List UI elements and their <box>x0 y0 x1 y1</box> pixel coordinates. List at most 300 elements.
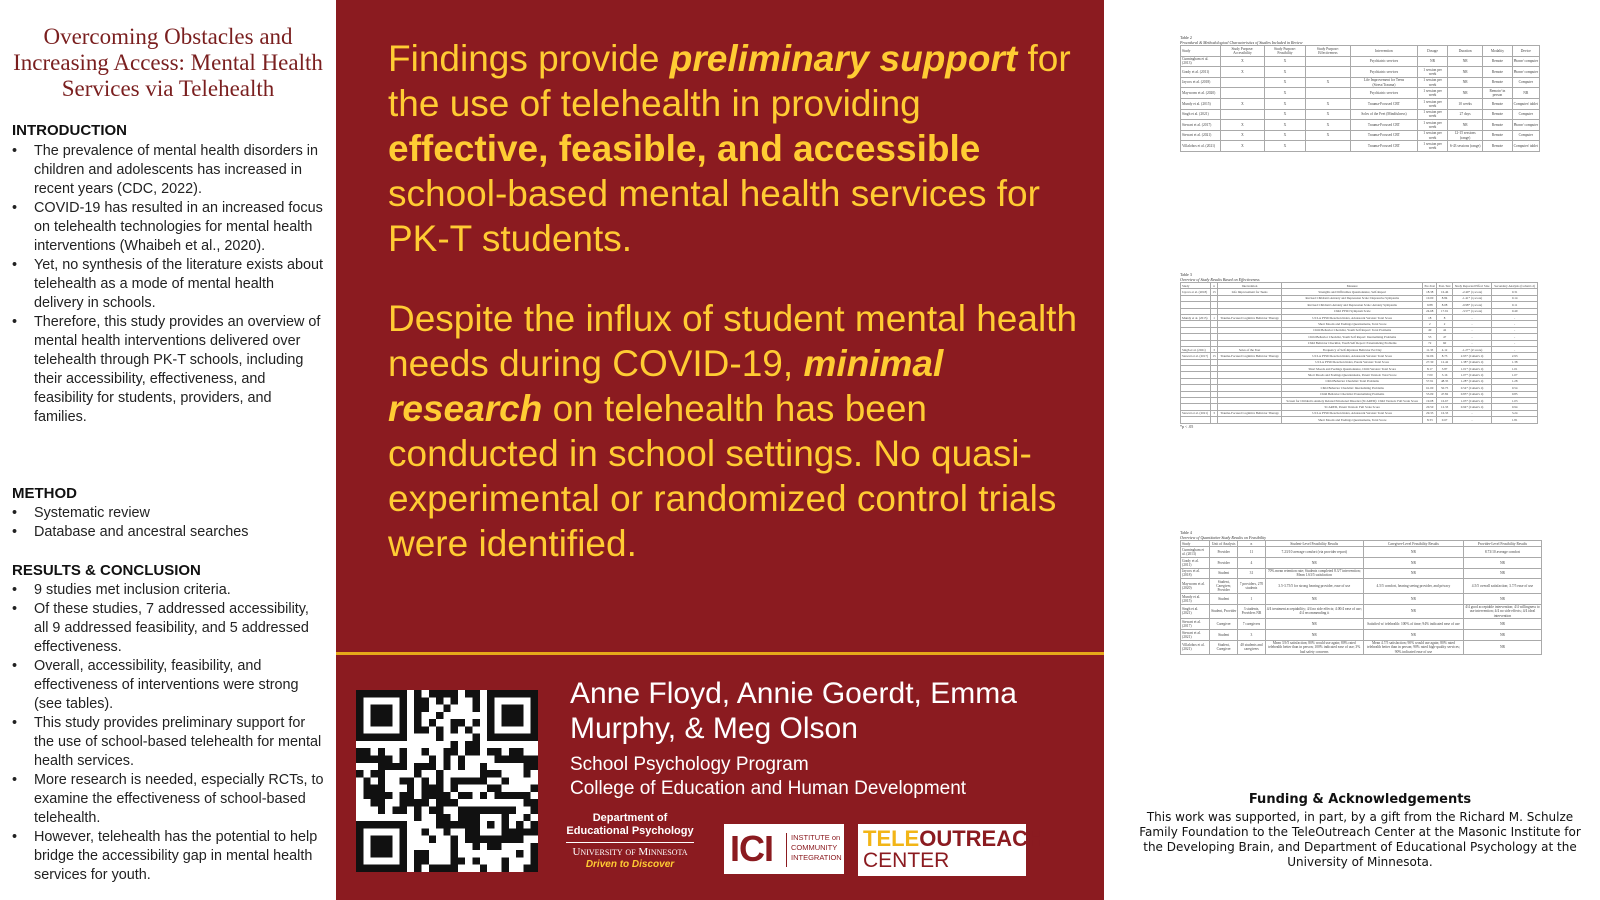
poster-title: Overcoming Obstacles and Increasing Access: Mental Health Services via Telehealth <box>13 24 323 101</box>
umn-edpsych-logo: Department of Educational Psychology University of Minnesota Driven to Discover <box>566 812 694 870</box>
table-row <box>1181 640 1542 655</box>
table-cell: 0.14 <box>1492 295 1538 301</box>
table-cell: 0.94* (Cohen's d) <box>1452 404 1491 410</box>
table-cell: 10.00 <box>1423 295 1437 301</box>
table-cell: 32.06 <box>1423 353 1437 359</box>
table-cell: Cunningham et al. (2013) <box>1181 547 1210 558</box>
table-cell: 4 <box>1238 557 1265 568</box>
table-row <box>1181 604 1542 619</box>
table-row <box>1181 120 1540 131</box>
table-cell: Psychiatric services <box>1350 88 1417 99</box>
table-cell: 4.5/5 comfort, hearing seeing provider, and privacy <box>1363 579 1463 594</box>
table-cell: NR <box>1363 629 1463 640</box>
table-cell: Computer <box>1512 109 1539 120</box>
table-cell: X <box>1220 130 1264 141</box>
table-cell: Student <box>1209 568 1237 579</box>
table-cell: 15 <box>1212 289 1216 294</box>
table-cell: Student, Caregiver, Provider <box>1209 579 1237 594</box>
list-item: • Of these studies, 7 addressed accessibility, all 9 addressed feasibility, and 5 addressed effectiveness. <box>12 601 309 655</box>
table-cell: Phone/ computer <box>1512 56 1539 67</box>
table-cell: Grady et al. (2011) <box>1181 67 1221 78</box>
table-cell: X <box>1305 130 1350 141</box>
list-item: • Yet, no synthesis of the literature exists about telehealth as a mode of mental health delivery in schools. <box>12 257 324 311</box>
method-list <box>12 504 324 542</box>
table-cell: Jaycox et al. (2018) <box>1181 77 1221 88</box>
table-cell: Mundy et al. (2015) <box>1181 593 1210 604</box>
table-cell: 1 <box>1238 593 1265 604</box>
finding-primary: Findings provide preliminary support for the use of telehealth in providing effective, feasible, and accessible school-based mental health services for PK-T students. <box>388 38 1071 259</box>
table-cell: - <box>1452 334 1491 340</box>
table-cell: Mundy et al. (2015) <box>1181 98 1221 109</box>
table-cell: Remote <box>1483 141 1512 152</box>
table-cell: 27.30 <box>1423 359 1437 365</box>
table-cell: 20.50 <box>1423 404 1437 410</box>
table-cell: 1.38* (Cohen's d) <box>1452 359 1491 365</box>
table-cell <box>1220 88 1264 99</box>
table-cell: - <box>1452 314 1491 320</box>
table-cell: Satisfied w/ telehealth: 100% of time; 94% indicated ease of use <box>1363 619 1463 630</box>
table-cell: Short Moods and Feelings Questionnaire, Total Score <box>1282 417 1423 423</box>
table-cell: NR <box>1512 88 1539 99</box>
list-item: • More research is needed, especially RCTs, to examine the effectiveness of school-based telehealth. <box>12 772 324 826</box>
table-cell: Provider <box>1209 547 1237 558</box>
table-cell: Villalobos et al. (2021) <box>1181 640 1210 655</box>
table-cell: 8.08 <box>1437 302 1453 308</box>
table-cell: Study Purpose: Feasibility <box>1265 46 1306 57</box>
table-cell: 16.33 <box>1437 410 1453 416</box>
table-cell: 2.93* (Cohen's d) <box>1452 353 1491 359</box>
table-cell: 3.5-3.75/5 for strong hearing provider, ease of use <box>1265 579 1363 594</box>
table-cell: SCARED, Parent Version: Full Scale Score <box>1282 404 1423 410</box>
table-row <box>1181 593 1542 604</box>
table-cell: - <box>1452 410 1491 416</box>
table-cell: 60 <box>1437 340 1453 346</box>
table-cell: NR <box>1363 557 1463 568</box>
table-cell: 1.03* (Cohen's d) <box>1452 398 1491 404</box>
table-cell: 4/4 treatment acceptability; 4/4 no side effects; 4.00/4 ease of use; 4/4 recommending it <box>1265 604 1363 619</box>
table-cell: Device <box>1512 46 1539 57</box>
table-cell: NR <box>1448 67 1483 78</box>
table-cell: Computer/ tablet <box>1512 98 1539 109</box>
table-cell: Child Behavior Checklist: Externalizing Problems <box>1282 391 1423 397</box>
table-cell: 0.94 <box>1492 404 1538 410</box>
table-cell: NR <box>1448 88 1483 99</box>
table-cell: NR <box>1448 120 1483 131</box>
table-cell: Study Purpose: Effectiveness <box>1305 46 1350 57</box>
table-row <box>1181 557 1542 568</box>
table-cell: 7 caregivers <box>1238 619 1265 630</box>
table-cell: Pre-Test <box>1424 283 1436 288</box>
table-cell: Post-Test <box>1438 283 1451 288</box>
table-cell: 24.68 <box>1423 308 1437 314</box>
table-cell: 3 students, Providers NR <box>1238 604 1265 619</box>
left-column <box>0 0 336 900</box>
list-item: • 9 studies met inclusion criteria. <box>12 582 231 598</box>
list-item: • Overall, accessibility, feasibility, and effectiveness of interventions were strong (see tables). <box>12 658 299 712</box>
table-cell: X <box>1305 120 1350 131</box>
table-cell: 48.35 <box>1437 378 1453 384</box>
table-cell: 0.85* (Cohen's d) <box>1452 391 1491 397</box>
table-cell: Stewart et al. (2021) <box>1181 629 1210 640</box>
table-cell: Grady et al. (2011) <box>1181 557 1210 568</box>
table-cell: Frequency of Self-Injurious Behavior Per Day <box>1282 346 1423 352</box>
table-cell: 2 <box>1437 321 1453 327</box>
table-cell: 0.67 <box>1437 417 1453 423</box>
authors: Anne Floyd, Annie Goerdt, Emma Murphy, & Meg Olson <box>570 677 1017 745</box>
table-cell: Child Behavior Checklist, Youth Self Report: Internalizing Problems <box>1282 334 1423 340</box>
table-cell: 2 <box>1423 321 1437 327</box>
table-cell: Dosage <box>1418 46 1448 57</box>
table-cell: 3.16 <box>1437 372 1453 378</box>
table-cell: 16.46 <box>1437 289 1453 295</box>
table-cell: Trauma-Focused Cognitive Behavior Therapy <box>1217 410 1282 416</box>
table-cell: 57.91 <box>1423 378 1437 384</box>
table-cell: Remote <box>1483 130 1512 141</box>
table-cell: 8.73 <box>1437 353 1453 359</box>
table-cell: UCLA PTSD Reaction Index, Adolescent Version: Total Score <box>1282 410 1423 416</box>
table-cell: n <box>1238 541 1265 547</box>
table-cell: Remote <box>1483 56 1512 67</box>
table-cell: X <box>1265 98 1306 109</box>
table-cell: - <box>1452 321 1491 327</box>
table-cell: Remote <box>1483 98 1512 109</box>
table-cell: X <box>1220 98 1264 109</box>
table-cell: Intervention <box>1350 46 1417 57</box>
results-list <box>12 581 324 885</box>
table-cell <box>1181 417 1211 423</box>
qr-code[interactable] <box>356 690 538 872</box>
list-item: • Therefore, this study provides an overview of mental health interventions delivered over telehealth through PK-T schools, including their accessibility, effectiveness, and feasibility for students, providers, and families. <box>12 314 321 425</box>
table-cell: Student <box>1209 629 1237 640</box>
table-cell: Stewart et al. (2017) <box>1181 353 1211 359</box>
table-cell: 1.81 <box>1492 417 1538 423</box>
table-cell: 27 days <box>1448 109 1483 120</box>
table-cell: Study <box>1181 283 1211 289</box>
table-cell: Provider-Level Feasibility Results <box>1463 541 1541 547</box>
table-cell: 19.08 <box>1423 398 1437 404</box>
table-cell: Psychiatric services <box>1350 67 1417 78</box>
table-row <box>1181 56 1540 67</box>
table-cell: 3 <box>1211 346 1217 352</box>
table-cell: 3 <box>1238 629 1265 640</box>
funding-heading: Funding & Acknowledgements <box>1248 792 1472 807</box>
table-cell: Soles of the Feet (Mindfulness) <box>1350 109 1417 120</box>
table-cell: 8.84 <box>1437 295 1453 301</box>
table-cell: 1 <box>1211 314 1217 320</box>
table-cell: Student-Level Feasibility Results <box>1265 541 1363 547</box>
list-item: • This study provides preliminary support for the use of school-based telehealth for mental health services. <box>12 715 322 769</box>
table-cell <box>1305 141 1350 152</box>
table-cell: 72 <box>1423 340 1437 346</box>
table-row <box>1181 77 1540 88</box>
table-cell: 4.5/5 overall satisfaction; 3.7/5 ease of use <box>1463 579 1541 594</box>
table-2-grid <box>1180 45 1540 152</box>
table-cell: Caregiver-Level Feasibility Results <box>1363 541 1463 547</box>
table-cell: 42 <box>1437 327 1453 333</box>
table-cell: X <box>1220 141 1264 152</box>
table-cell: 6-43 sessions (range) <box>1448 141 1483 152</box>
table-cell: 3 <box>1211 410 1217 416</box>
table-cell: 1.07* (Cohen's d) <box>1452 372 1491 378</box>
table-cell: 1 session per week <box>1418 77 1448 88</box>
table-cell: Screen for Children's Anxiety Related Emotional Disorder (SCARED): Child Version: Full Scale Score <box>1282 398 1423 404</box>
table-cell: 2.93 <box>1492 353 1538 359</box>
table-cell: 8 <box>1437 314 1453 320</box>
table-cell: Child Behavior Checklist: Internalizing Problems <box>1282 385 1423 391</box>
table-cell: NR <box>1265 593 1363 604</box>
table-row <box>1181 579 1542 594</box>
table-cell: Remote <box>1483 109 1512 120</box>
table-cell: 7.00 <box>1423 372 1437 378</box>
table-cell: Mayworm et al. (2020) <box>1181 88 1221 99</box>
table-cell: - <box>1492 346 1538 352</box>
table-cell: Stewart et al. (2017) <box>1181 120 1221 131</box>
table-cell: Student, Caregiver <box>1209 640 1237 655</box>
table-cell: Child Behavior Checklist, Youth Self Report: Total Problems <box>1282 327 1423 333</box>
table-cell: 12-15 sessions (range) <box>1448 130 1483 141</box>
table-cell: Singh et al. (2021) <box>1181 604 1210 619</box>
table-cell: 31 <box>1238 568 1265 579</box>
table-cell: 7 providers, 270 students <box>1238 579 1265 594</box>
table-cell: 50.75 <box>1437 385 1453 391</box>
table-cell: Secondary Analysis (Cohen's d) <box>1492 283 1538 289</box>
table-cell: Study <box>1181 541 1210 547</box>
table-cell: - <box>1492 314 1538 320</box>
method-heading: METHOD <box>12 485 77 502</box>
table-cell: 29.33 <box>1423 410 1437 416</box>
table-cell: 0.54 <box>1492 385 1538 391</box>
table-cell: Mundy et al. (2015) <box>1181 314 1211 320</box>
table-cell: Mayworm et al. (2020) <box>1181 579 1210 594</box>
table-row <box>1181 629 1542 640</box>
table-cell: Computer <box>1512 77 1539 88</box>
table-cell: 49 <box>1423 327 1437 333</box>
table-row <box>1181 130 1540 141</box>
table-cell: -1.27* (Z score) <box>1452 346 1491 352</box>
table-cell: 3.24 <box>1492 410 1538 416</box>
table-4-grid <box>1180 540 1542 655</box>
table-row <box>1181 141 1540 152</box>
table-cell: Revised Children's Anxiety and Depression Scale: Anxiety Symptoms <box>1282 302 1423 308</box>
table-cell: NR <box>1418 56 1448 67</box>
table-cell: 1 session per week <box>1418 120 1448 131</box>
table-cell: Mean 3.9/5 satisfaction; 80% would use again; 80% rated telehealth better than in person; 100% indicated ease of use; 3% had safety concerns <box>1265 640 1363 655</box>
college-name: College of Education and Human Development <box>570 778 967 799</box>
table-cell: n <box>1211 283 1217 289</box>
table-cell: NR <box>1265 557 1363 568</box>
table-cell: 9.88 <box>1423 302 1437 308</box>
finding-secondary: Despite the influx of student mental health needs during COVID-19, minimal research on telehealth has been conducted in school settings. No quasi-experimental or randomized control trials were identified. <box>388 298 1078 564</box>
table-cell: 12.42 <box>1437 359 1453 365</box>
table-cell: Duration <box>1448 46 1483 57</box>
table-cell: 1.28 <box>1492 378 1538 384</box>
table-cell: Jaycox et al. (2018) <box>1181 289 1211 295</box>
table-cell: Remote <box>1483 67 1512 78</box>
table-cell: - <box>1452 327 1491 333</box>
table-cell: Measure <box>1282 283 1423 289</box>
table-cell: Revised Children's Anxiety and Depression Scale: Depressive Symptoms <box>1282 295 1423 301</box>
table-2: Table 2 Procedural & Methodological Characteristics of Studies Included in Review Study Study Purpose: Accessibility Study Purpose: Feasibility Study Purpose: Effectiveness Intervention Dosage Duration Modality Device Cunningham et al. (2013) X X Psychiatric services NR NR Remote Phone/ computer Grady et al. (2011) X X Psychiatric services 1 session per week NR Remote Phone/ computer Jaycox et al. (2018) X X Life Improvement for Teens (Stress/Trauma) 1 session per week NR Remote Computer Mayworm et al. (2020) X Psychiatric services 1 session per week NR Remote/ in person NR Mundy et al. (2015) X X X Trauma-Focused CBT 1 session per week 10 weeks Remote Computer/ tablet Singh et al. (2021) X X Soles of the Feet (Mindfulness) 1 session per week 27 days Remote Computer Stewart et al. (2017) X X X Trauma-Focused CBT 1 session per week NR Remote Phone/ computer Stewart et al. (2021) X X X Trauma-Focused CBT 1 session per week 12-15 sessions (range) Remote Computer Villalobos et al. (2021) X X Trauma-Focused CBT 1 session per week 6-43 sessions (range) Remote Computer/ tablet <box>1180 35 1540 235</box>
table-cell <box>1220 77 1264 88</box>
table-cell: NR <box>1448 56 1483 67</box>
table-cell: - <box>1452 340 1491 346</box>
introduction-heading: INTRODUCTION <box>12 122 127 139</box>
table-cell: 1 session per week <box>1418 98 1448 109</box>
table-3: Table 3 Overview of Study Results Based on Effectiveness Study n Intervention Measure Pre-Test Post-Test Study Reported Effect Size Secondary Analysis (Cohen's d) Jaycox et al. (2018) 15 Life Improvement for Teens Strengths and Difficulties Questionnaire, Self-Report 18.38 16.46 -2.40* (η score) 0.31 Revised Children's Anxiety and Depression Scale: Depressive Symptoms 10.00 8.84 -1.41* (η score) 0.14 Revised Children's Anxiety and Depression Scale: Anxiety Symptoms 9.88 8.08 -0.98* (η score) 0.11 Child PTSD Symptom Scale 24.68 17.91 -3.57* (η score) 0.49 Mundy et al. (2015) 1 Trauma-Focused Cognitive Behavior Therapy UCLA PTSD Reaction Index, Adolescent Version: Total Score 18 8 - - Short Moods and Feelings Questionnaire, Total Score 2 2 - - Child Behavior Checklist, Youth Self Report: Total Problems 49 42 - - Child Behavior Checklist, Youth Self Report: Internalizing Problems 53 47 - - Child Behavior Checklist, Youth Self Report: Externalizing Problems 72 60 - - Singh et al. (2021) 3 Soles of the Feet Frequency of Self-Injurious Behavior Per Day 11.33 4.12 -1.27* (Z score) - Stewart et al. (2017) 15 Trauma-Focused Cognitive Behavior Therapy UCLA PTSD Reaction Index, Adolescent Version: Total Score 32.06 8.73 2.93* (Cohen's d) 2.93 UCLA PTSD Reaction Index, Parent Version: Total Score 27.30 12.42 1.38* (Cohen's d) 1.38 Short Moods and Feelings Questionnaire, Child Version: Total Score 8.17 3.87 1.01* (Cohen's d) 1.01 Short Moods and Feelings Questionnaire, Parent Version: Total Score 7.00 3.16 1.07* (Cohen's d) 1.07 Child Behavior Checklist: Total Problems 57.91 48.35 1.28* (Cohen's d) 1.28 Child Behavior Checklist: Internalizing Problems 61.00 50.75 0.54* (Cohen's d) 0.54 Child Behavior Checklist: Externalizing Problems 53.09 47.82 0.85* (Cohen's d) 0.85 Screen for Children's Anxiety Related Emotional Disorder (SCARED): Child Version: Full Scale Score 19.08 16.67 1.03* (Cohen's d) 1.03 SCARED, Parent Version: Full Scale Score 20.50 12.33 0.94* (Cohen's d) 0.94 Stewart et al. (2021) 3 Trauma-Focused Cognitive Behavior Therapy UCLA PTSD Reaction Index, Adolescent Version: Total Score 29.33 16.33 - 3.24 Short Moods and Feelings Questionnaire, Total Score 8.33 0.67 - 1.81 *p < .05 <box>1180 272 1538 504</box>
table-cell: Phone/ computer <box>1512 67 1539 78</box>
table-cell: 8.17 <box>1423 366 1437 372</box>
table-cell: Remote/ in person <box>1483 88 1512 99</box>
introduction-list <box>12 142 324 427</box>
table-cell: Cunningham et al. (2013) <box>1181 56 1221 67</box>
table-cell: 1.07 <box>1492 372 1538 378</box>
table-cell: Trauma-Focused Cognitive Behavior Therapy <box>1217 353 1282 359</box>
table-cell: Phone/ computer <box>1512 120 1539 131</box>
funding-text: This work was supported, in part, by a gift from the Richard M. Schulze Family Foundation to the TeleOutreach Center at the Masonic Institute for the Developing Brain, and Department of Educational Psychology at the University of Minnesota. <box>1139 810 1581 869</box>
table-cell: 40 students and caregivers <box>1238 640 1265 655</box>
table-cell: NR <box>1363 593 1463 604</box>
table-row <box>1181 547 1542 558</box>
table-header-row <box>1181 46 1540 57</box>
table-cell: 47.82 <box>1437 391 1453 397</box>
table-cell: NR <box>1363 568 1463 579</box>
table-cell: Unit of Analysis <box>1209 541 1237 547</box>
table-cell: NR <box>1363 604 1463 619</box>
list-item: • However, telehealth has the potential to help bridge the accessibility gap in mental health services for youth. <box>12 829 318 883</box>
gold-divider <box>336 652 1104 655</box>
table-cell <box>1305 67 1350 78</box>
table-row <box>1181 67 1540 78</box>
table-cell: 0.11 <box>1492 302 1538 308</box>
table-cell: X <box>1265 130 1306 141</box>
table-cell <box>1305 56 1350 67</box>
table-cell: NR <box>1448 77 1483 88</box>
table-cell: 16.67 <box>1437 398 1453 404</box>
table-cell: -2.40* (η score) <box>1452 289 1491 295</box>
table-cell: 10 weeks <box>1448 98 1483 109</box>
table-cell: Student <box>1209 593 1237 604</box>
table-cell: NR <box>1463 640 1541 655</box>
table-cell: NR <box>1463 568 1541 579</box>
table-cell: 1.38 <box>1492 359 1538 365</box>
table-cell: NR <box>1463 619 1541 630</box>
table-cell: -0.98* (η score) <box>1452 302 1491 308</box>
table-cell: - <box>1492 334 1538 340</box>
table-cell: Strengths and Difficulties Questionnaire, Self-Report <box>1282 289 1423 295</box>
table-cell: Soles of the Feet <box>1217 346 1282 352</box>
table-cell: Trauma-Focused CBT <box>1350 141 1417 152</box>
list-item: • COVID-19 has resulted in an increased focus on telehealth technologies for mental health interventions (Whaibeh et al., 2020). <box>12 200 323 254</box>
table-cell: 1 session per week <box>1418 88 1448 99</box>
table-cell: NR <box>1463 629 1541 640</box>
list-item: • The prevalence of mental health disorders in children and adolescents has increased in recent years (CDC, 2022). <box>12 143 318 197</box>
table-cell: - <box>1492 321 1538 327</box>
table-cell: UCLA PTSD Reaction Index, Parent Version: Total Score <box>1282 359 1423 365</box>
table-cell: X <box>1220 120 1264 131</box>
table-cell: Study Reported Effect Size <box>1452 283 1491 289</box>
table-cell: 4/4 good acceptable intervention; 4/4 willingness to use intervention; 4/4 no side effects; 4/4 ideal intervention <box>1465 605 1540 618</box>
table-cell: UCLA PTSD Reaction Index, Adolescent Version: Total Score <box>1282 314 1423 320</box>
table-row <box>1181 88 1540 99</box>
table-cell: Singh et al. (2021) <box>1181 109 1221 120</box>
table-cell: Trauma-Focused CBT <box>1350 120 1417 131</box>
table-cell: 61.00 <box>1423 385 1437 391</box>
table-cell: Intervention <box>1217 283 1282 289</box>
list-item: • Systematic review <box>12 505 150 521</box>
list-item: • Database and ancestral searches <box>12 524 249 540</box>
table-cell: 1 session per week <box>1418 130 1448 141</box>
table-3-grid <box>1180 282 1538 424</box>
table-cell: Computer/ tablet <box>1512 141 1539 152</box>
table-row <box>1181 568 1542 579</box>
table-cell: Child Behavior Checklist: Total Problems <box>1282 378 1423 384</box>
table-cell: Trauma-Focused Cognitive Behavior Therapy <box>1217 314 1282 320</box>
table-4: Table 4 Overview of Quantitative Study Results on Feasibility Study Unit of Analysis n Student-Level Feasibility Results Caregiver-Level Feasibility Results Provider-Level Feasibility Results Cunningham et al. (2013) Provider 11 7.23/10 average comfort (via provider report) NR 8.73/10 average comfort Grady et al. (2011) Provider 4 NR NR NR Jaycox et al. (2018) Student 31 70% mean retention rate; Students completed 8.3/7 intervention; Mean 1.63/5 satisfaction NR NR Mayworm et al. (2020) Student, Caregiver, Provider 7 providers, 270 students 3.5-3.75/5 for strong hearing provider, ease of use 4.5/5 comfort, hearing seeing provider, and privacy 4.5/5 overall satisfaction; 3.7/5 ease of use Mundy et al. (2015) Student 1 NR NR NR Singh et al. (2021) Student, Provider 3 students, Providers NR 4/4 treatment acceptability; 4/4 no side effects; 4.00/4 ease of use; 4/4 recommending it NR 4/4 good acceptable intervention; 4/4 willingness to use intervention; 4/4 no side effects; 4/4 ideal intervention Stewart et al. (2017) Caregiver 7 caregivers NR Satisfied w/ telehealth: 100% of time; 94% indicated ease of use NR Stewart et al. (2021) Student 3 NR NR NR Villalobos et al. (2021) Student, Caregiver 40 students and caregivers Mean 3.9/5 satisfaction; 80% would use again; 80% rated telehealth better than in person; 100% indicated ease of use; 3% had safety concerns Mean 4.7/5 satisfaction; 90% would use again; 80% rated telehealth better than in person; 90% rated high-quality services; 90% indicated ease of use NR <box>1180 530 1542 740</box>
table-cell: 1.03 <box>1492 398 1538 404</box>
table-cell: Villalobos et al. (2021) <box>1181 141 1221 152</box>
table-cell: Modality <box>1483 46 1512 57</box>
table-cell: 0.85 <box>1492 391 1538 397</box>
table-cell: NR <box>1463 557 1541 568</box>
table-cell: 1.01 <box>1492 366 1538 372</box>
table-cell: Stewart et al. (2017) <box>1181 619 1210 630</box>
table-cell: - <box>1492 327 1538 333</box>
table-cell: 8.73/10 average comfort <box>1463 547 1541 558</box>
table-cell: 18 <box>1423 314 1437 320</box>
table-cell: Short Moods and Feelings Questionnaire, Parent Version: Total Score <box>1282 372 1423 378</box>
table-row <box>1181 109 1540 120</box>
table-cell: Short Moods and Feelings Questionnaire, Child Version: Total Score <box>1282 366 1423 372</box>
table-cell: Remote <box>1483 77 1512 88</box>
table-cell: Life Improvement for Teens <box>1217 289 1282 295</box>
table-cell: 7.23/10 average comfort (via provider report) <box>1265 547 1363 558</box>
table-row <box>1181 417 1538 423</box>
table-cell: Trauma-Focused CBT <box>1350 130 1417 141</box>
table-cell: NR <box>1363 547 1463 558</box>
results-heading: RESULTS & CONCLUSION <box>12 562 201 579</box>
table-cell: X <box>1265 120 1306 131</box>
table-cell: X <box>1265 67 1306 78</box>
table-cell: NR <box>1265 629 1363 640</box>
table-cell: Stewart et al. (2021) <box>1181 410 1211 416</box>
table-cell: Trauma-Focused CBT <box>1350 98 1417 109</box>
table-cell: 4.12 <box>1437 346 1453 352</box>
table-cell: 47 <box>1437 334 1453 340</box>
table-cell: 53.09 <box>1423 391 1437 397</box>
table-cell: Caregiver <box>1209 619 1237 630</box>
table-row <box>1181 98 1540 109</box>
table-cell: 17.91 <box>1437 308 1453 314</box>
table-cell: 0.31 <box>1492 289 1538 295</box>
table-cell: 53 <box>1423 334 1437 340</box>
table-cell: 1.28* (Cohen's d) <box>1452 378 1491 384</box>
table-cell: X <box>1220 67 1264 78</box>
table-cell: X <box>1265 141 1306 152</box>
table-cell: 0.49 <box>1492 308 1538 314</box>
table-cell: X <box>1265 56 1306 67</box>
table-cell: 11 <box>1238 547 1265 558</box>
table-cell: Life Improvement for Teens (Stress/Trauma) <box>1350 77 1417 88</box>
table-cell: Remote <box>1483 120 1512 131</box>
table-cell: Stewart et al. (2021) <box>1181 130 1221 141</box>
table-cell <box>1217 417 1282 423</box>
table-cell: NR <box>1463 593 1541 604</box>
table-cell: 18.38 <box>1423 289 1437 295</box>
table-cell: Child Behavior Checklist, Youth Self Report: Externalizing Problems <box>1282 340 1423 346</box>
table-cell: Child PTSD Symptom Scale <box>1282 308 1423 314</box>
table-cell: 70% mean retention rate; Students completed 8.3/7 intervention; Mean 1.63/5 satisfaction <box>1265 568 1363 579</box>
table-cell: -3.57* (η score) <box>1452 308 1491 314</box>
